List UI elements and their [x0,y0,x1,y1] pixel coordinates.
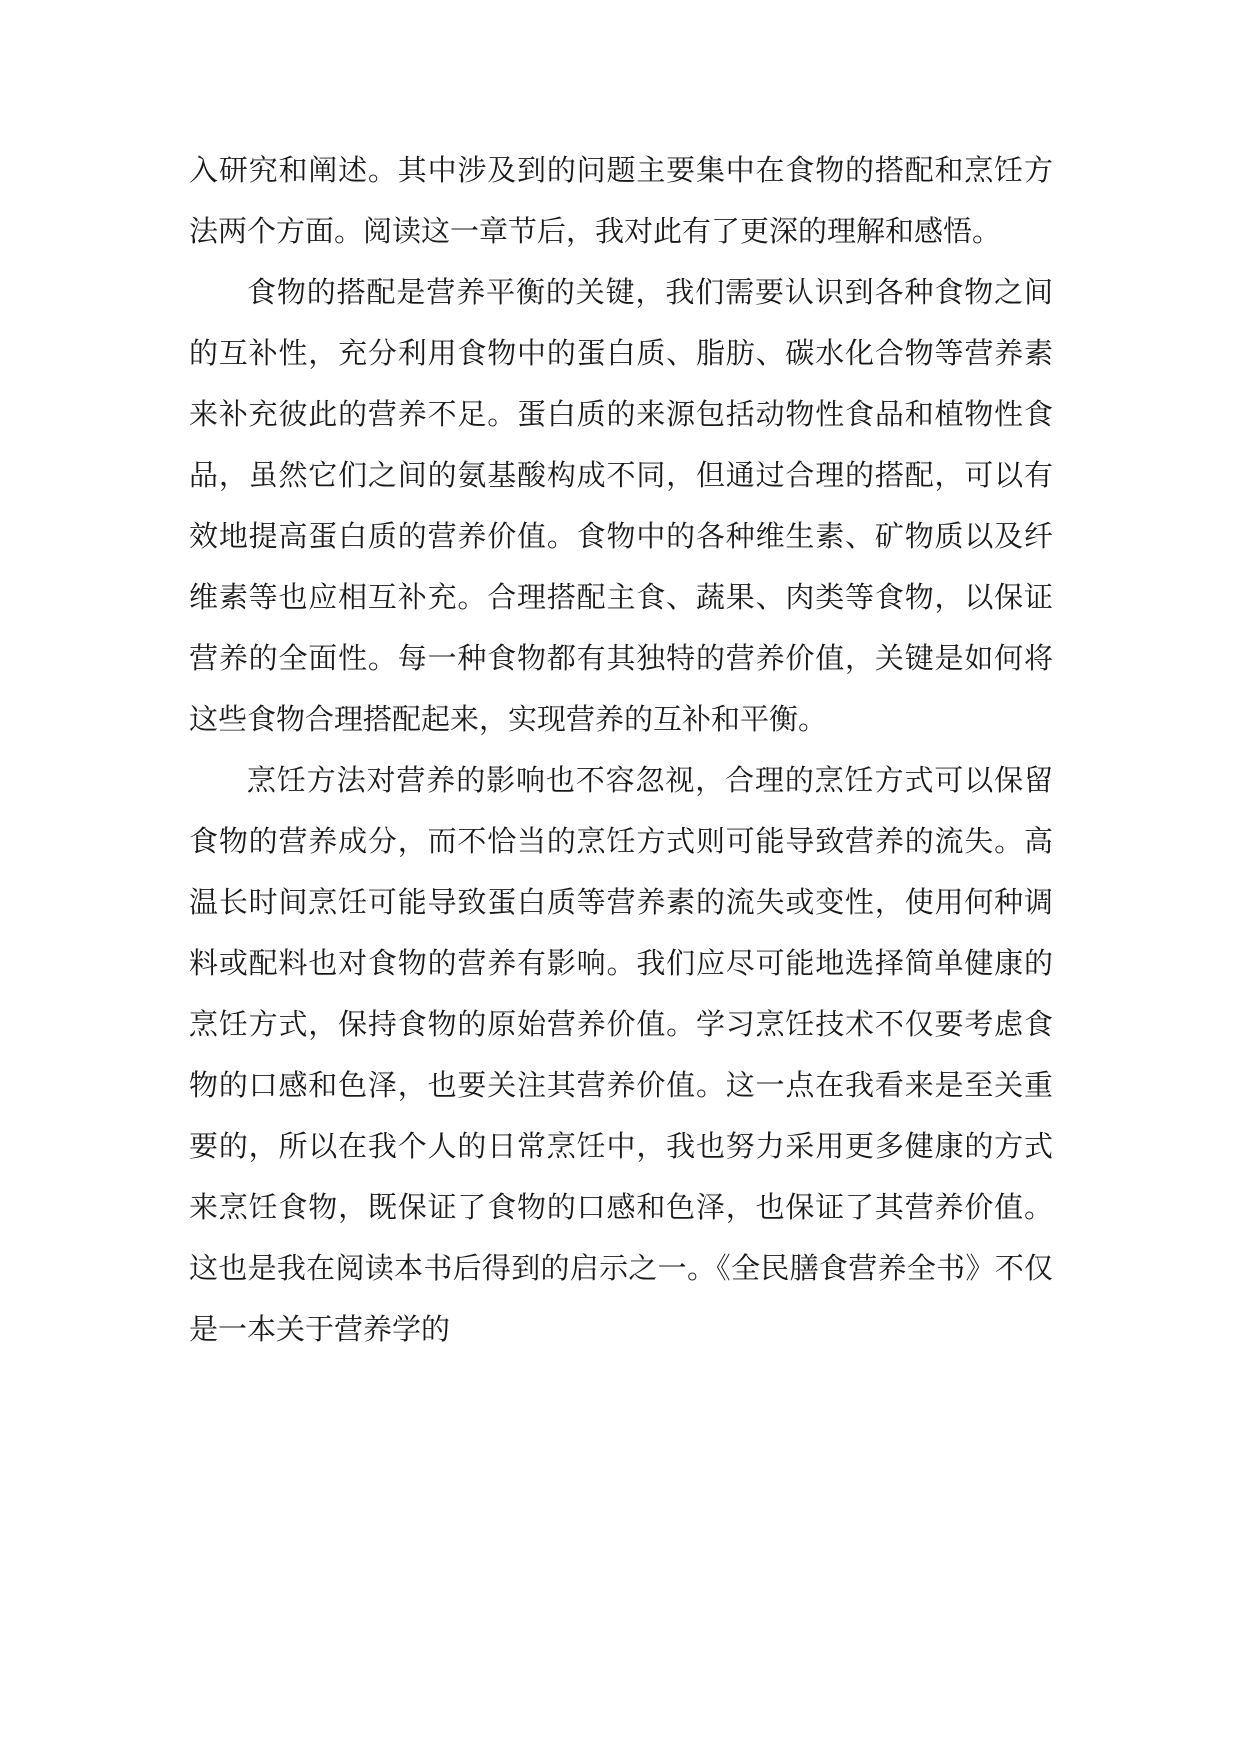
paragraph-1: 入研究和阐述。其中涉及到的问题主要集中在食物的搭配和烹饪方法两个方面。阅读这一章节后，我对此有了更深的理解和感悟。 [189,153,1053,248]
paragraph-2: 食物的搭配是营养平衡的关键，我们需要认识到各种食物之间的互补性，充分利用食物中的蛋白质、脂肪、碳水化合物等营养素来补充彼此的营养不足。蛋白质的来源包括动物性食品和植物性食品，虽然它们之间的氨基酸构成不同，但通过合理的搭配，可以有效地提高蛋白质的营养价值。食物中的各种维生素、矿物质以及纤维素等也应相互补充。合理搭配主食、蔬果、肉类等食物，以保证营养的全面性。每一种食物都有其独特的营养价值，关键是如何将这些食物合理搭配起来，实现营养的互补和平衡。 [189,275,1053,736]
body-text [189,140,1053,1360]
paragraph-3: 烹饪方法对营养的影响也不容忽视，合理的烹饪方式可以保留食物的营养成分，而不恰当的烹饪方式则可能导致营养的流失。高温长时间烹饪可能导致蛋白质等营养素的流失或变性，使用何种调料或配料也对食物的营养有影响。我们应尽可能地选择简单健康的烹饪方式，保持食物的原始营养价值。学习烹饪技术不仅要考虑食物的口感和色泽，也要关注其营养价值。这一点在我看来是至关重要的，所以在我个人的日常烹饪中，我也努力采用更多健康的方式来烹饪食物，既保证了食物的口感和色泽，也保证了其营养价值。这也是我在阅读本书后得到的启示之一。《全民膳食营养全书》不仅是一本关于营养学的 [189,763,1053,1346]
